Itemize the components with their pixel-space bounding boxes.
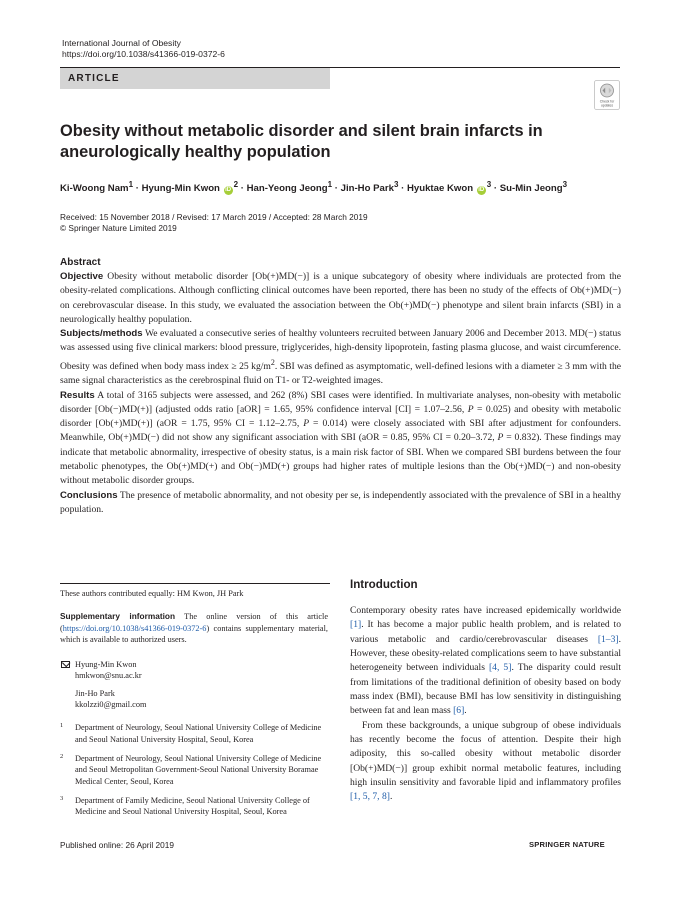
author-affil: 1 [128, 180, 134, 189]
copyright: © Springer Nature Limited 2019 [60, 223, 177, 233]
citation-link[interactable]: [4, 5] [488, 662, 512, 674]
author-name[interactable]: Han-Yeong Jeong [246, 183, 328, 195]
abstract-methods: Subjects/methods We evaluated a consecutive series of healthy volunteers recruited between January 2006 and December 2013. MD(−) status was assessed using five clinical markers: blood pressure, triglycerides, high-density lipoprotein, fasting plasma glucose, and waist circumference. Obesity was defined when body mass index ≥ 25 $kg/m^2$. SBI was defined as asymptomatic, well-defined lesions with a diameter ≥ 3 mm with the same signal characteristics as the cerebrospinal fluid on T1- or T2-weighted images. [60, 328, 622, 387]
author-name[interactable]: Hyuktae Kwon [406, 183, 474, 195]
corr-name: Jin-Ho Park [75, 688, 115, 698]
equal-contribution-note: These authors contributed equally: HM Kwon, JH Park [60, 589, 244, 598]
author-name[interactable]: Ki-Woong Nam [60, 183, 129, 195]
affiliation: 2 Department of Neurology, Seoul National University College of Medicine and Seoul Metropolitan Government-Seoul National University Boramae Medical Center, Seoul, Korea [60, 752, 322, 786]
objective-label: Objective [60, 271, 104, 282]
conclusions-label: Conclusions [60, 489, 118, 501]
abstract-heading: Abstract [60, 257, 101, 268]
citation-link[interactable]: [1–3] [597, 633, 619, 645]
methods-label: Subjects/methods [60, 328, 143, 340]
journal-header [62, 38, 225, 60]
supplementary-info: Supplementary information The online version of this article (https://doi.org/10.1038/s41366-019-0372-6) contains supplementary material, which is available to authorized users. [60, 611, 329, 644]
intro-body [350, 604, 621, 805]
author-affil: 3 [562, 180, 568, 189]
envelope-icon [61, 661, 70, 668]
orcid-icon[interactable]: iD [225, 187, 232, 194]
abstract-results: Results A total of 3165 subjects were assessed, and 262 (8%) SBI cases were identified. In multivariate analyses, non-obesity with metabolic disorder [Ob(−)MD(+)] (adjusted odds ratio [aOR] = 1.65, 95% confidence interval [CI] = 1.07–2.56, P = 0.025) and obesity with metabolic disorder [Ob(+)MD(+)] (aOR = 1.75, 95% CI = 1.12–2.75, P = 0.014) were closely associated with SBI after adjustment for confounders. Meanwhile, Ob(+)MD(−) did not show any significant association with SBI (aOR = 0.85, 95% CI = 0.20–3.72, P = 0.832). These findings may indicate that metabolic abnormality, irrespective of obesity status, is a main risk factor of SBI. When we compared SBI burdens between the four metabolic phenotypes, the Ob(+)MD(+) and Ob(−)MD(+) groups had higher rates of multiple lesions than the Ob(+)MD(−) and non-obesity without metabolic disorder groups. [60, 389, 622, 487]
article-dates [60, 212, 368, 234]
doi-link[interactable]: https://doi.org/10.1038/s41366-019-0372-6 [62, 49, 225, 59]
journal-name: International Journal of Obesity [62, 38, 181, 48]
publisher-logo: SPRINGER NATURE [529, 840, 605, 849]
author-affil: 3 [393, 180, 399, 189]
corr-email[interactable]: hmkwon@snu.ac.kr [75, 671, 142, 681]
supplementary-link[interactable]: https://doi.org/10.1038/s41366-019-0372-6 [62, 623, 207, 633]
affiliation: 3 Department of Family Medicine, Seoul National University College of Medicine and Seoul National University Hospital, Seoul, Korea [60, 794, 310, 817]
author-affil: 2 [233, 180, 239, 189]
author-name[interactable]: Jin-Ho Park [340, 183, 394, 195]
footnote-rule [60, 583, 330, 584]
abstract-conclusions: Conclusions The presence of metabolic abnormality, and not obesity per se, is independently associated with the prevalence of SBI in a healthy population. [60, 489, 621, 515]
corresponding-authors [60, 659, 328, 710]
results-label: Results [60, 389, 95, 401]
abstract-objective: Objective Obesity without metabolic disorder [Ob(+)MD(−)] is a unique subcategory of obesity where individuals are protected from the obesity-related complications. Although conflicting clinical outcomes have been reported, there has been no study of the effects of Ob(+)MD(−) on cerebrovascular disease. In this study, we evaluated the association between the Ob(+)MD(−) phenotype and silent brain infarcts (SBI) in a neurologically healthy population. [60, 271, 621, 325]
check-for-updates-icon[interactable] [594, 80, 620, 110]
article-title: Obesity without metabolic disorder and silent brain infarcts in aneurologically healthy population [60, 122, 543, 161]
footnotes [60, 588, 328, 817]
history-dates: Received: 15 November 2018 / Revised: 17 March 2019 / Accepted: 28 March 2019 [60, 212, 368, 222]
badge-text-top: Check for [599, 99, 615, 104]
author-affil: 3 [486, 180, 492, 189]
corr-name: Hyung-Min Kwon [75, 660, 137, 670]
citation-link[interactable]: [1, 5, 7, 8] [350, 791, 390, 803]
intro-heading: Introduction [350, 578, 418, 591]
badge-text-bottom: updates [600, 103, 614, 108]
corr-email[interactable]: kkolzzi0@gmail.com [75, 700, 147, 710]
affiliation: 1 Department of Neurology, Seoul National University College of Medicine and Seoul National University Hospital, Seoul, Korea [60, 722, 322, 744]
abstract-body [60, 270, 621, 517]
citation-link[interactable]: [1] [350, 619, 362, 631]
intro-paragraph: Contemporary obesity rates have increased epidemically worldwide [1]. It has become a major public health problem, and is related to various metabolic and cardio/cerebrovascular diseases [1–3]. However, these obesity-related complications seem to have substantial heterogeneity between individuals [4, 5]. The disparity could result from limitations of the traditional definition of obesity based on body mass index (BMI), because BMI has low sensitivity in distinguishing between fat and lean mass [6]. [350, 605, 622, 717]
author-name[interactable]: Su-Min Jeong [499, 183, 563, 195]
intro-paragraph: From these backgrounds, a unique subgroup of obese individuals has recently become the focus of attention. Despite their high adiposity, this so-called obesity without metabolic disorder [Ob(+)MD(−)] group exhibit normal metabolic features, including high insulin sensitivity and favorable lipid and inflammatory profiles [1, 5, 7, 8]. [350, 719, 621, 803]
article-type-banner: ARTICLE [60, 68, 330, 89]
citation-link[interactable]: [6] [453, 705, 465, 717]
author-list: Ki-Woong Nam$^1$ · Hyung-Min Kwon $iD^2$ · Han-Yeong Jeong$^1$ · Jin-Ho Park$^3$ · Hyuktae Kwon $iD^3 \cdot Su-Min$ Jeong$^3$ [60, 180, 568, 195]
author-affil: 1 [327, 180, 333, 189]
published-date: Published online: 26 April 2019 [60, 840, 174, 850]
author-name[interactable]: Hyung-Min Kwon [141, 183, 220, 195]
orcid-icon[interactable]: iD [478, 187, 485, 194]
